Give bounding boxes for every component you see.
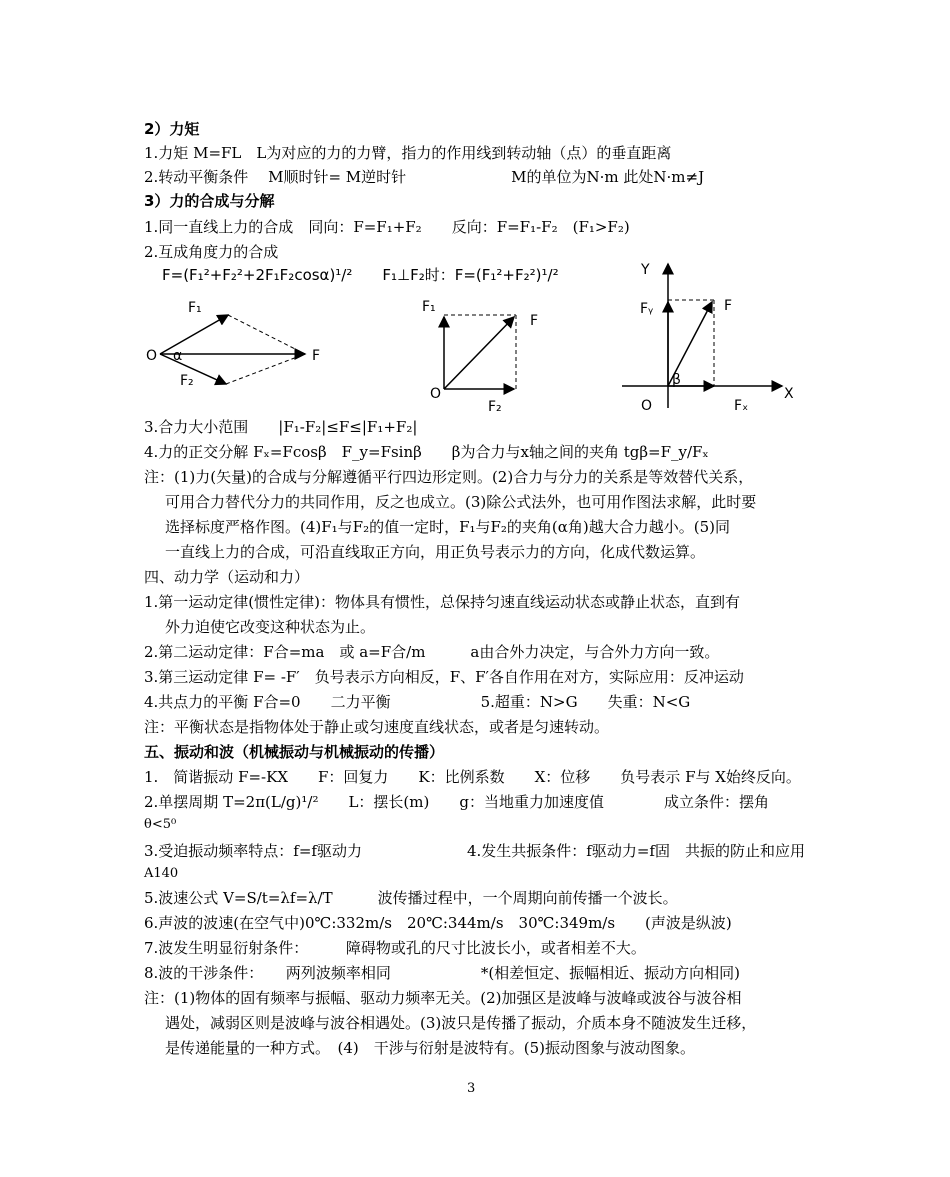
- first-law-line-1: 1.第一运动定律(惯性定律)：物体具有惯性，总保持匀速直线运动状态或静止状态，直到有: [144, 593, 741, 611]
- second-law: 2.第二运动定律：F合=ma 或 a=F合/m a由合外力决定，与合外力方向一致。: [144, 643, 720, 661]
- label-f: F: [530, 313, 539, 329]
- label-y: Y: [641, 262, 650, 278]
- dashed-edge: [228, 315, 305, 354]
- parallelogram-diagram: [140, 290, 340, 400]
- label-x: X: [784, 386, 794, 402]
- section-dynamics-heading: 四、动力学（运动和力）: [144, 568, 310, 586]
- wave-speed: 5.波速公式 V=S/t=λf=λ/T 波传播过程中，一个周期向前传播一个波长。: [144, 889, 678, 907]
- section-oscillation-heading: 五、振动和波（机械振动与机械振动的传播）: [144, 743, 445, 761]
- angled-force-composition: 2.互成角度力的合成: [144, 243, 279, 261]
- simple-harmonic: 1. 简谐振动 F=-KX F：回复力 K：比例系数 X：位移 负号表示 F与 X始终反向。: [144, 768, 801, 786]
- note-1-line-1: 注：(1)力(矢量)的合成与分解遵循平行四边形定则。(2)合力与分力的关系是等效替代关系，: [144, 468, 754, 486]
- note-equilibrium: 注：平衡状态是指物体处于静止或匀速度直线状态，或者是匀速转动。: [144, 718, 610, 736]
- label-f1: F₁: [188, 300, 202, 316]
- label-f1: F₁: [422, 299, 436, 315]
- sound-speed: 6.声波的波速(在空气中)0℃:332m/s 20℃:344m/s 30℃:349m/s (声波是纵波): [144, 914, 732, 932]
- pendulum-condition: θ<5⁰: [144, 817, 177, 832]
- section-torque-heading: 2）力矩: [144, 120, 200, 138]
- label-o: O: [641, 398, 653, 414]
- forced-oscillation: 3.受迫振动频率特点：f=f驱动力 4.发生共振条件：f驱动力=f固 共振的防止和应用: [144, 842, 805, 860]
- label-fy: Fᵧ: [640, 301, 654, 317]
- label-f2: F₂: [180, 373, 194, 389]
- vector-f1: [160, 315, 228, 354]
- torque-definition: 1.力矩 M=FL L为对应的力的力臂，指力的作用线到转动轴（点）的垂直距离: [144, 144, 672, 162]
- note-2-line-3: 是传递能量的一种方式。 (4) 干涉与衍射是波特有。(5)振动图象与波动图象。: [165, 1039, 695, 1057]
- note-1-line-4: 一直线上力的合成，可沿直线取正方向，用正负号表示力的方向，化成代数运算。: [165, 543, 706, 561]
- orthogonal-decomposition-diagram: [620, 258, 800, 418]
- orthogonal-decomposition: 4.力的正交分解 Fₓ=Fcosβ F_y=Fsinβ β为合力与x轴之间的夹角 tgβ=F_y/Fₓ: [144, 443, 709, 461]
- interference-condition: 8.波的干涉条件： 两列波频率相同 *(相差恒定、振幅相近、振动方向相同): [144, 964, 741, 982]
- resultant-formula: F=(F₁²+F₂²+2F₁F₂cosα)¹/² F₁⊥F₂时：F=(F₁²+F₂²)¹/²: [162, 266, 559, 284]
- collinear-force-composition: 1.同一直线上力的合成 同向：F=F₁+F₂ 反向：F=F₁-F₂ (F₁>F₂): [144, 218, 630, 236]
- label-o: O: [430, 386, 442, 402]
- label-f2: F₂: [488, 399, 502, 415]
- note-2-line-1: 注：(1)物体的固有频率与振幅、驱动力频率无关。(2)加强区是波峰与波峰或波谷与波谷相: [144, 989, 742, 1007]
- label-beta: β: [672, 372, 681, 388]
- section-force-composition-heading: 3）力的合成与分解: [144, 192, 275, 210]
- dashed-edge: [226, 354, 305, 384]
- note-1-line-2: 可用合力替代分力的共同作用，反之也成立。(3)除公式法外，也可用作图法求解，此时要: [165, 493, 757, 511]
- note-2-line-2: 遇处，减弱区则是波峰与波谷相遇处。(3)波只是传播了振动，介质本身不随波发生迁移，: [165, 1014, 757, 1032]
- label-alpha: α: [173, 348, 183, 364]
- label-fx: Fₓ: [734, 398, 749, 414]
- third-law: 3.第三运动定律 F= -F′ 负号表示方向相反，F、F′各自作用在对方，实际应用：反冲运动: [144, 668, 744, 686]
- label-f: F: [312, 348, 321, 364]
- page-number: 3: [467, 1081, 476, 1096]
- reference-code: A140: [144, 866, 179, 881]
- label-o: O: [146, 348, 158, 364]
- vector-f: [444, 317, 514, 389]
- diffraction-condition: 7.波发生明显衍射条件： 障碍物或孔的尺寸比波长小，或者相差不大。: [144, 939, 646, 957]
- resultant-range: 3.合力大小范围 |F₁-F₂|≤F≤|F₁+F₂|: [144, 418, 418, 436]
- equilibrium-and-weight: 4.共点力的平衡 F合=0 二力平衡 5.超重：N>G 失重：N<G: [144, 693, 691, 711]
- label-f: F: [724, 298, 733, 314]
- rotational-equilibrium: 2.转动平衡条件 M顺时针= M逆时针 M的单位为N·m 此处N·m≠J: [144, 168, 705, 186]
- perpendicular-forces-diagram: [420, 295, 560, 415]
- first-law-line-2: 外力迫使它改变这种状态为止。: [165, 618, 376, 636]
- pendulum-period: 2.单摆周期 T=2π(L/g)¹/² L：摆长(m) g：当地重力加速度值 成立条件：摆角: [144, 793, 769, 811]
- note-1-line-3: 选择标度严格作图。(4)F₁与F₂的值一定时，F₁与F₂的夹角(α角)越大合力越小。(5)同: [165, 518, 731, 536]
